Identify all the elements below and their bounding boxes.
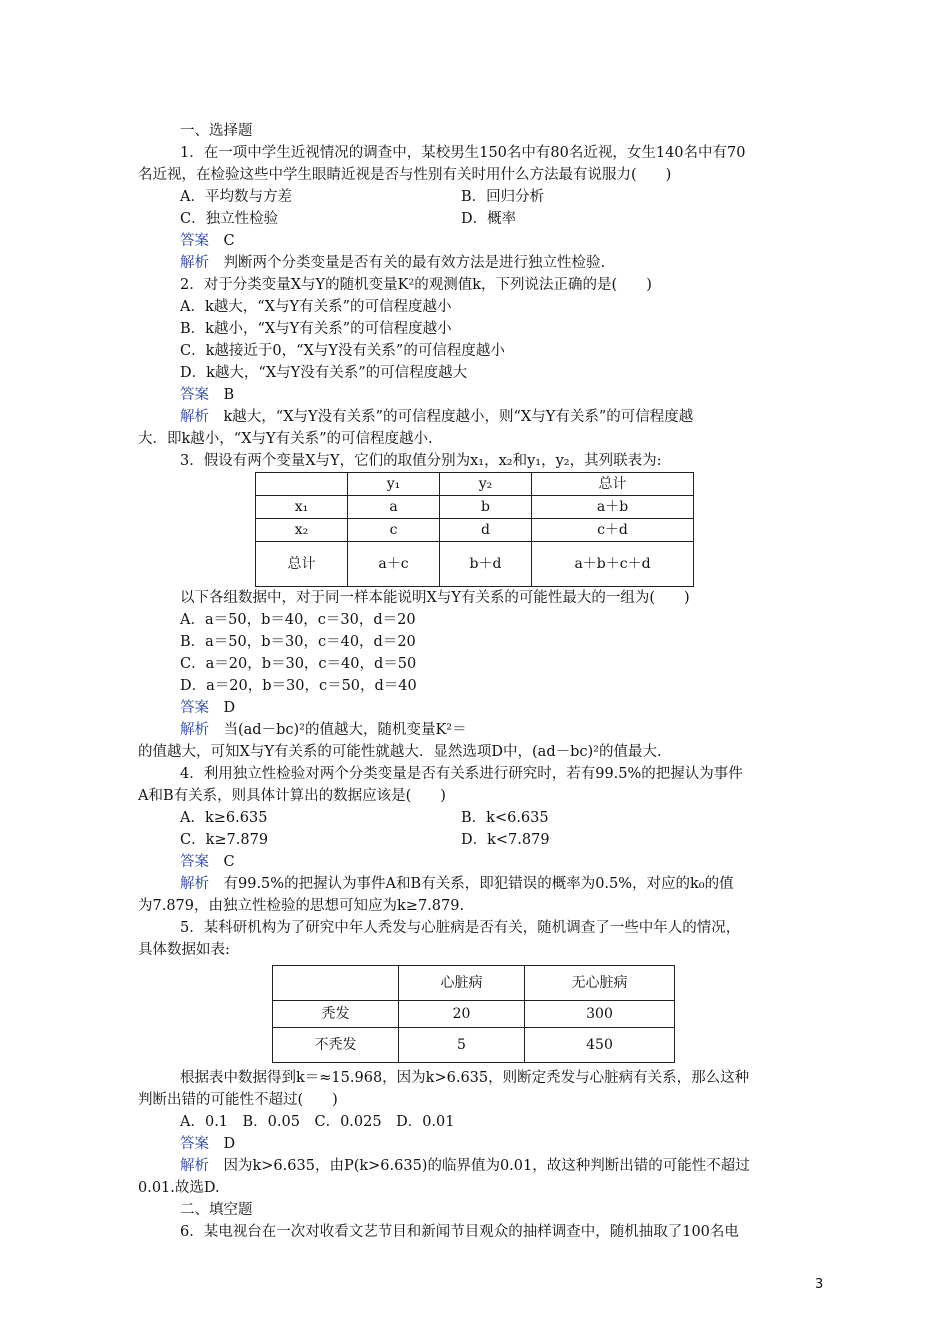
q1-answer <box>138 230 818 252</box>
table-row <box>273 1001 675 1028</box>
q4-option-a: A．k≥6.635 <box>180 810 268 826</box>
answer-label: 答案 <box>180 233 209 249</box>
table-cell: 300 <box>525 1001 675 1028</box>
answer-label: 答案 <box>180 700 209 716</box>
q4-analysis-line2: 为7.879，由独立性检验的思想可知应为k≥7.879. <box>138 898 465 914</box>
q4-stem-line2: A和B有关系，则具体计算出的数据应该是( ) <box>138 788 446 804</box>
q4-stem-line1: 4．利用独立性检验对两个分类变量是否有关系进行研究时，若有99.5%的把握认为事件 <box>180 766 743 782</box>
q3-answer-value: D <box>223 700 236 716</box>
q2-analysis-text1: k越大，“X与Y没有关系”的可信程度越小，则“X与Y有关系”的可信程度越 <box>223 409 694 425</box>
q1-option-b: B．回归分析 <box>461 189 545 205</box>
table-cell: x₂ <box>256 519 348 542</box>
q1-analysis <box>138 252 818 274</box>
answer-label: 答案 <box>180 1136 209 1152</box>
q3-analysis-line2: 的值越大，可知X与Y有关系的可能性就越大．显然选项D中，(ad－bc)²的值最大. <box>138 744 662 760</box>
q1-options-row1 <box>138 186 818 208</box>
table-cell <box>256 473 348 496</box>
q4-option-d: D．k<7.879 <box>461 832 550 848</box>
analysis-label: 解析 <box>180 876 209 892</box>
q1-option-a: A．平均数与方差 <box>180 189 292 205</box>
answer-label: 答案 <box>180 387 209 403</box>
table-cell: b＋d <box>440 542 532 587</box>
q3-answer <box>138 697 818 719</box>
q4-analysis-text1: 有99.5%的把握认为事件A和B有关系，即犯错误的概率为0.5%，对应的k₀的值 <box>223 876 734 892</box>
q2-option-d: D．k越大，“X与Y没有关系”的可信程度越大 <box>180 365 468 381</box>
table-cell <box>273 966 399 1001</box>
q2-option-b: B．k越小，“X与Y有关系”的可信程度越小 <box>180 321 452 337</box>
q4-analysis-line1 <box>138 873 818 895</box>
q5-analysis-line1 <box>138 1155 818 1177</box>
q3-analysis-text1: 当(ad－bc)²的值越大，随机变量K²＝ <box>223 722 467 738</box>
q2-answer <box>138 384 818 406</box>
q3-option-d: D．a＝20，b＝30，c＝50，d＝40 <box>180 678 417 694</box>
q6-stem-line1: 6．某电视台在一次对收看文艺节目和新闻节目观众的抽样调查中，随机抽取了100名电 <box>180 1224 739 1240</box>
q4-answer-value: C <box>223 854 235 870</box>
table-cell: y₁ <box>348 473 440 496</box>
table-row <box>256 496 694 519</box>
table-cell: 不秃发 <box>273 1028 399 1063</box>
table-cell: a＋c <box>348 542 440 587</box>
table-cell: 20 <box>399 1001 525 1028</box>
table-cell: 心脏病 <box>399 966 525 1001</box>
table-cell: 450 <box>525 1028 675 1063</box>
q5-answer <box>138 1133 818 1155</box>
table-cell: d <box>440 519 532 542</box>
table-cell: a＋b <box>532 496 694 519</box>
q1-stem-line2: 名近视，在检验这些中学生眼睛近视是否与性别有关时用什么方法最有说服力( ) <box>138 167 672 183</box>
table-cell: b <box>440 496 532 519</box>
q4-answer <box>138 851 818 873</box>
q3-option-c: C．a＝20，b＝30，c＝40，d＝50 <box>180 656 417 672</box>
table-cell: x₁ <box>256 496 348 519</box>
table-cell: 总计 <box>532 473 694 496</box>
q1-option-d: D．概率 <box>461 211 517 227</box>
section-title-choice: 一、选择题 <box>180 123 253 139</box>
section-title-fill: 二、填空题 <box>180 1202 253 1218</box>
q3-contingency-table <box>255 472 694 587</box>
page-number: 3 <box>815 1277 824 1292</box>
q2-option-a: A．k越大，“X与Y有关系”的可信程度越小 <box>180 299 452 315</box>
table-cell: a <box>348 496 440 519</box>
q5-stem-line2: 具体数据如表: <box>138 942 230 958</box>
q2-answer-value: B <box>223 387 235 403</box>
table-row <box>256 519 694 542</box>
q1-answer-value: C <box>223 233 235 249</box>
q1-options-row2 <box>138 208 818 230</box>
q5-analysis-line2: 0.01.故选D. <box>138 1180 220 1196</box>
table-cell: y₂ <box>440 473 532 496</box>
analysis-label: 解析 <box>180 722 209 738</box>
analysis-label: 解析 <box>180 409 209 425</box>
q2-analysis-line2: 大．即k越小，“X与Y有关系”的可信程度越小. <box>138 431 433 447</box>
q5-options: A．0.1 B．0.05 C．0.025 D．0.01 <box>180 1114 455 1130</box>
q5-text-line2: 判断出错的可能性不超过( ) <box>138 1092 338 1108</box>
table-cell: 秃发 <box>273 1001 399 1028</box>
q2-stem: 2．对于分类变量X与Y的随机变量K²的观测值k，下列说法正确的是( ) <box>180 277 652 293</box>
table-header-row <box>273 966 675 1001</box>
analysis-label: 解析 <box>180 255 209 271</box>
q5-stem-line1: 5．某科研机构为了研究中年人秃发与心脏病是否有关，随机调查了一些中年人的情况， <box>180 920 741 936</box>
table-cell: c <box>348 519 440 542</box>
q4-options-row1 <box>138 807 818 829</box>
table-cell: c＋d <box>532 519 694 542</box>
q4-option-c: C．k≥7.879 <box>180 832 269 848</box>
table-cell: a＋b＋c＋d <box>532 542 694 587</box>
q5-answer-value: D <box>223 1136 236 1152</box>
q2-option-c: C．k越接近于0，“X与Y没有关系”的可信程度越小 <box>180 343 505 359</box>
q1-analysis-text: 判断两个分类变量是否有关的最有效方法是进行独立性检验. <box>223 255 606 271</box>
q5-analysis-text1: 因为k>6.635，由P(k>6.635)的临界值为0.01，故这种判断出错的可能性不超过 <box>223 1158 750 1174</box>
q3-question: 以下各组数据中，对于同一样本能说明X与Y有关系的可能性最大的一组为( ) <box>180 590 690 606</box>
analysis-label: 解析 <box>180 1158 209 1174</box>
q3-analysis-line1 <box>138 719 818 741</box>
table-cell: 5 <box>399 1028 525 1063</box>
q4-options-row2 <box>138 829 818 851</box>
table-header-row <box>256 473 694 496</box>
q2-analysis-line1 <box>138 406 818 428</box>
q3-option-a: A．a＝50，b＝40，c＝30，d＝20 <box>180 612 416 628</box>
table-row <box>273 1028 675 1063</box>
answer-label: 答案 <box>180 854 209 870</box>
q1-option-c: C．独立性检验 <box>180 211 279 227</box>
table-cell: 无心脏病 <box>525 966 675 1001</box>
q1-stem-line1: 1．在一项中学生近视情况的调查中，某校男生150名中有80名近视，女生140名中有70 <box>180 145 746 161</box>
q3-stem: 3．假设有两个变量X与Y，它们的取值分别为x₁，x₂和y₁，y₂，其列联表为: <box>180 453 662 469</box>
q5-text-line1: 根据表中数据得到k＝≈15.968，因为k>6.635，则断定秃发与心脏病有关系，那么这种 <box>180 1070 750 1086</box>
table-row <box>256 542 694 587</box>
document-page <box>138 120 818 1243</box>
table-cell: 总计 <box>256 542 348 587</box>
q4-option-b: B．k<6.635 <box>461 810 549 826</box>
q5-data-table <box>272 965 675 1063</box>
q3-option-b: B．a＝50，b＝30，c＝40，d＝20 <box>180 634 416 650</box>
